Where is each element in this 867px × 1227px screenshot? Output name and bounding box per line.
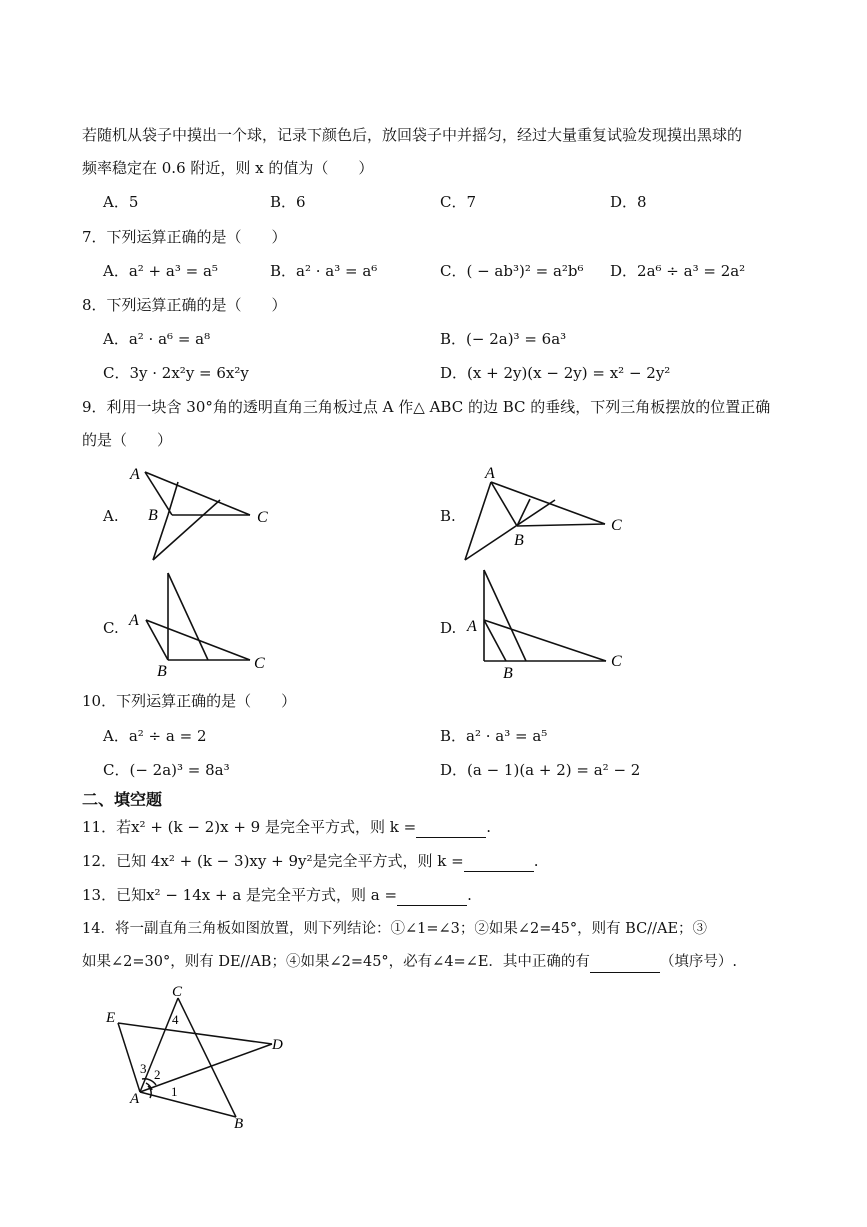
q6-option-a: A．5 xyxy=(103,193,139,211)
q9c-label-c: C xyxy=(254,655,265,672)
q14-answer-blank[interactable] xyxy=(590,956,660,973)
q9b-label-b: B xyxy=(514,532,524,549)
q14-label-a: A xyxy=(130,1091,140,1107)
q10-option-c: C．(− 2a)³ = 8a³ xyxy=(103,761,230,779)
q9-figure-b xyxy=(455,460,640,570)
q14-angle-3: 3 xyxy=(140,1061,147,1076)
q8-option-a: A．a² · a⁶ = a⁸ xyxy=(103,330,211,348)
q9d-label-c: C xyxy=(611,653,622,670)
q13-line xyxy=(82,884,472,906)
q14-label-d: D xyxy=(272,1037,283,1053)
q14-figure xyxy=(100,982,300,1132)
q12-line xyxy=(82,850,538,872)
q9a-label-a: A xyxy=(130,466,140,483)
q8-option-c: C．3y · 2x²y = 6x²y xyxy=(103,364,249,382)
q14-label-b: B xyxy=(234,1116,244,1132)
q9-option-a-label: A. xyxy=(103,507,119,525)
q14-text-line2b: （填序号）. xyxy=(659,954,738,970)
q9c-label-b: B xyxy=(157,663,167,680)
q9d-label-a: A xyxy=(467,618,477,635)
q14-text-line2 xyxy=(82,951,737,973)
q9d-label-b: B xyxy=(503,665,513,682)
q6-text-line2: 频率稳定在 0.6 附近，则 x 的值为（ ） xyxy=(82,159,374,177)
q13-answer-blank[interactable] xyxy=(397,889,467,906)
q9-text-line2: 的是（ ） xyxy=(82,431,173,449)
q8-stem: 8．下列运算正确的是（ ） xyxy=(82,296,287,314)
q9-figure-a xyxy=(120,460,290,570)
q7-option-d: D．2a⁶ ÷ a³ = 2a² xyxy=(610,262,746,280)
q6-option-d: D．8 xyxy=(610,193,647,211)
q10-option-a: A．a² ÷ a = 2 xyxy=(103,727,207,745)
q9b-label-c: C xyxy=(611,517,622,534)
q9-option-d-label: D. xyxy=(440,619,457,637)
q9a-label-c: C xyxy=(257,509,268,526)
q9-figure-c xyxy=(120,565,290,680)
q14-angle-4: 4 xyxy=(172,1012,179,1027)
q14-text-line2a: 如果∠2=30°，则有 DE//AB；④如果∠2=45°，必有∠4=∠E．其中正确的有 xyxy=(82,954,590,970)
q11-text: 11．若x² + (k − 2)x + 9 是完全平方式，则 k = xyxy=(82,818,417,836)
q14-label-c: C xyxy=(172,984,183,1000)
q7-option-a: A．a² + a³ = a⁵ xyxy=(103,262,218,280)
q6-option-c: C．7 xyxy=(440,193,477,211)
q6-text-line1: 若随机从袋子中摸出一个球，记录下颜色后，放回袋子中并摇匀，经过大量重复试验发现摸出黑球的 xyxy=(82,126,743,144)
q9-option-c-label: C. xyxy=(103,619,119,637)
q7-stem: 7．下列运算正确的是（ ） xyxy=(82,228,287,246)
q9-text-line1: 9．利用一块含 30°角的透明直角三角板过点 A 作△ ABC 的边 BC 的垂线，下列三角板摆放的位置正确 xyxy=(82,398,771,416)
q12-answer-blank[interactable] xyxy=(464,855,534,872)
section-title-fill-in: 二、填空题 xyxy=(82,790,163,809)
q10-option-b: B．a² · a³ = a⁵ xyxy=(440,727,548,745)
q9-figure-d xyxy=(460,565,640,683)
q12-text: 12．已知 4x² + (k − 3)xy + 9y²是完全平方式，则 k = xyxy=(82,852,464,870)
q9-option-b-label: B. xyxy=(440,507,456,525)
q12-end: . xyxy=(533,852,539,870)
q10-stem: 10．下列运算正确的是（ ） xyxy=(82,692,297,710)
q13-end: . xyxy=(467,886,472,904)
q9c-label-a: A xyxy=(129,612,139,629)
q13-text: 13．已知x² − 14x + a 是完全平方式，则 a = xyxy=(82,886,398,904)
q6-option-b: B．6 xyxy=(270,193,306,211)
q7-option-c: C．( − ab³)² = a²b⁶ xyxy=(440,262,584,280)
q8-option-d: D．(x + 2y)(x − 2y) = x² − 2y² xyxy=(440,364,671,382)
q14-text-line1: 14．将一副直角三角板如图放置，则下列结论：①∠1=∠3；②如果∠2=45°，则有 BC//AE；③ xyxy=(82,921,708,937)
q11-line xyxy=(82,816,491,838)
q11-answer-blank[interactable] xyxy=(416,821,486,838)
q14-label-e: E xyxy=(106,1010,116,1026)
q9a-label-b: B xyxy=(148,507,158,524)
q10-option-d: D．(a − 1)(a + 2) = a² − 2 xyxy=(440,761,641,779)
q14-angle-2: 2 xyxy=(154,1067,161,1082)
q7-option-b: B．a² · a³ = a⁶ xyxy=(270,262,378,280)
q14-angle-1: 1 xyxy=(171,1084,178,1099)
q11-end: . xyxy=(486,818,491,836)
q9b-label-a: A xyxy=(485,465,495,482)
q8-option-b: B．(− 2a)³ = 6a³ xyxy=(440,330,567,348)
